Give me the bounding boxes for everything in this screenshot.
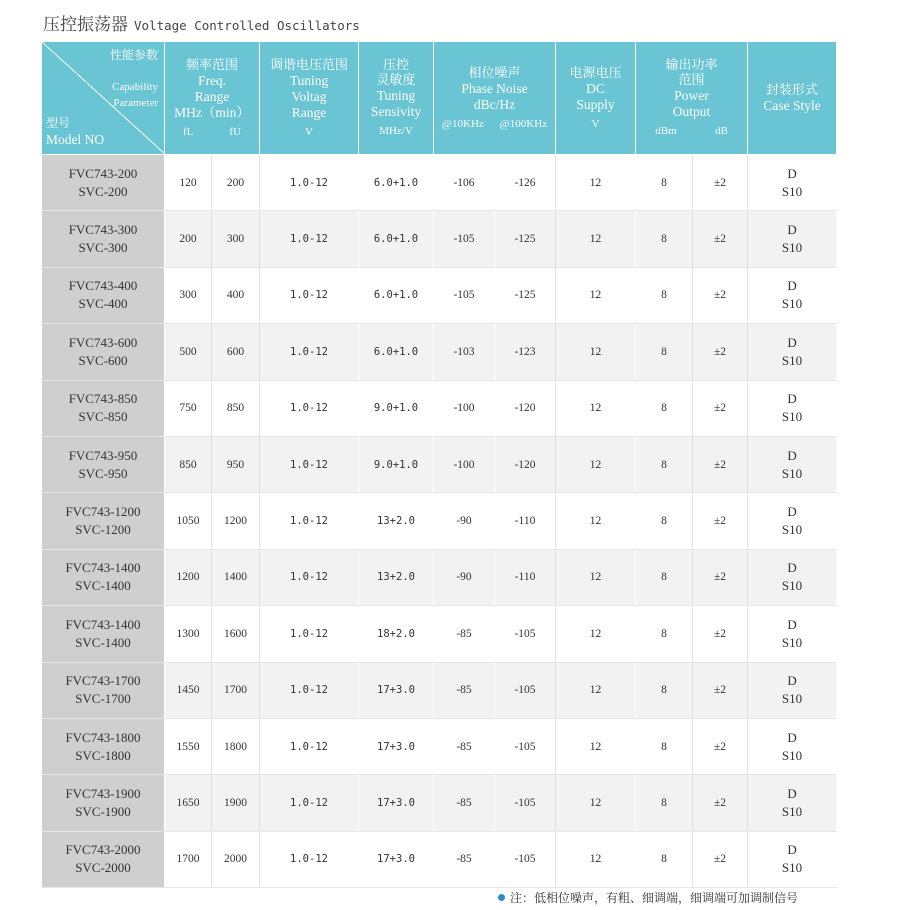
cell-pn100: -105 <box>495 831 556 887</box>
model-name-1: FVC743-1400 <box>65 616 141 632</box>
model-name-1: FVC743-1200 <box>65 504 141 520</box>
cell-pwr: 8 <box>636 380 693 436</box>
cell-fu: 300 <box>212 211 260 267</box>
cell-fu: 1800 <box>212 718 260 774</box>
case-cell <box>748 324 837 380</box>
cell-pn100: -120 <box>495 436 556 492</box>
case-line-2: S10 <box>781 522 803 538</box>
table-row <box>42 436 837 492</box>
cell-pn10: -85 <box>434 831 495 887</box>
header-power <box>636 42 748 155</box>
cell-flat: ±2 <box>693 211 748 267</box>
tuning-range-en-2: Voltag <box>291 88 327 104</box>
case-line-2: S10 <box>781 860 803 876</box>
model-name-2: SVC-1800 <box>75 747 131 763</box>
table-row <box>42 549 837 605</box>
footnote-text: 注：低相位噪声，有粗、细调端，细调端可加调制信号 <box>510 891 799 905</box>
supply-cn: 电源电压 <box>569 65 622 81</box>
header-tuning-range <box>260 42 359 155</box>
cell-vt: 1.0-12 <box>260 831 359 887</box>
table-row <box>42 211 837 267</box>
cell-flat: ±2 <box>693 380 748 436</box>
cell-flat: ±2 <box>693 606 748 662</box>
cell-sens: 13+2.0 <box>359 493 434 549</box>
case-cell <box>748 436 837 492</box>
table-row <box>42 324 837 380</box>
table-row <box>42 155 837 211</box>
case-cell <box>748 267 837 323</box>
sensitivity-cn-1: 压控 <box>382 58 409 73</box>
case-line-2: S10 <box>781 240 803 256</box>
cell-pn100: -110 <box>495 493 556 549</box>
cell-vdc: 12 <box>556 831 636 887</box>
model-cell <box>42 211 165 267</box>
title-cn: 压控振荡器 <box>43 15 128 35</box>
header-phase-noise <box>434 42 556 155</box>
cell-pn100: -126 <box>495 155 556 211</box>
cell-fu: 850 <box>212 380 260 436</box>
cell-fu: 950 <box>212 436 260 492</box>
cell-pn10: -90 <box>434 549 495 605</box>
table-row <box>42 662 837 718</box>
corner-model <box>46 115 104 148</box>
cell-flat: ±2 <box>693 831 748 887</box>
cell-vdc: 12 <box>556 155 636 211</box>
case-cn: 封装形式 <box>766 82 819 98</box>
phase-noise-en-2: dBc/Hz <box>473 96 516 112</box>
power-cn-2: 范围 <box>678 73 705 88</box>
cell-sens: 17+3.0 <box>359 662 434 718</box>
phase-noise-en-1: Phase Noise <box>461 80 528 96</box>
cell-pn100: -110 <box>495 549 556 605</box>
cell-fl: 1450 <box>165 662 212 718</box>
cell-flat: ±2 <box>693 493 748 549</box>
table-row <box>42 267 837 323</box>
model-cell <box>42 549 165 605</box>
model-name-1: FVC743-1700 <box>65 673 141 689</box>
cell-pwr: 8 <box>636 775 693 831</box>
case-cell <box>748 211 837 267</box>
freq-en-3: MHz（min） <box>174 104 250 120</box>
table-row <box>42 718 837 774</box>
model-name-2: SVC-850 <box>78 409 128 425</box>
cell-pn100: -105 <box>495 662 556 718</box>
cell-pwr: 8 <box>636 324 693 380</box>
header-row <box>42 42 837 155</box>
cell-vt: 1.0-12 <box>260 380 359 436</box>
tuning-range-en-3: Range <box>291 104 327 120</box>
cell-pwr: 8 <box>636 493 693 549</box>
cell-vt: 1.0-12 <box>260 436 359 492</box>
case-en: Case Style <box>763 97 821 113</box>
cell-pwr: 8 <box>636 211 693 267</box>
model-name-1: FVC743-2000 <box>65 842 141 858</box>
cell-pn10: -100 <box>434 436 495 492</box>
cell-sens: 6.0+1.0 <box>359 155 434 211</box>
case-line-2: S10 <box>781 803 803 819</box>
tuning-range-en-1: Tuning <box>289 72 329 88</box>
cell-pn10: -106 <box>434 155 495 211</box>
cell-pwr: 8 <box>636 831 693 887</box>
supply-unit: V <box>591 117 600 130</box>
case-line-1: D <box>787 222 797 238</box>
model-name-2: SVC-200 <box>78 183 128 199</box>
case-cell <box>748 775 837 831</box>
header-sensitivity <box>359 42 434 155</box>
model-cell <box>42 493 165 549</box>
cell-fl: 300 <box>165 267 212 323</box>
model-name-1: FVC743-200 <box>68 165 138 181</box>
cell-fl: 500 <box>165 324 212 380</box>
model-name-2: SVC-1700 <box>75 691 131 707</box>
phase-noise-cn: 相位噪声 <box>468 65 521 81</box>
case-cell <box>748 718 837 774</box>
case-cell <box>748 606 837 662</box>
model-cell <box>42 267 165 323</box>
model-name-2: SVC-2000 <box>75 860 131 876</box>
cell-pn10: -90 <box>434 493 495 549</box>
model-cell <box>42 380 165 436</box>
cell-fl: 1200 <box>165 549 212 605</box>
freq-unit-u: fU <box>229 125 241 138</box>
model-name-1: FVC743-600 <box>68 334 138 350</box>
cell-sens: 6.0+1.0 <box>359 211 434 267</box>
case-line-1: D <box>787 165 797 181</box>
cell-fu: 2000 <box>212 831 260 887</box>
cell-flat: ±2 <box>693 775 748 831</box>
model-name-2: SVC-950 <box>78 465 128 481</box>
model-name-1: FVC743-850 <box>68 391 138 407</box>
cell-fl: 1700 <box>165 831 212 887</box>
page-title <box>43 10 360 35</box>
phase-noise-unit-2: @100KHz <box>499 117 548 130</box>
power-en-1: Power <box>674 88 709 103</box>
corner-bottom-cn: 型号 <box>46 116 71 130</box>
table-row <box>42 380 837 436</box>
case-line-1: D <box>787 504 797 520</box>
model-name-1: FVC743-1400 <box>65 560 141 576</box>
cell-vdc: 12 <box>556 380 636 436</box>
table-row <box>42 775 837 831</box>
cell-sens: 17+3.0 <box>359 718 434 774</box>
cell-vt: 1.0-12 <box>260 549 359 605</box>
case-line-2: S10 <box>781 634 803 650</box>
supply-en-2: Supply <box>576 96 615 112</box>
supply-en-1: DC <box>586 80 605 96</box>
cell-pn10: -85 <box>434 775 495 831</box>
case-line-2: S10 <box>781 352 803 368</box>
model-name-2: SVC-1900 <box>75 803 131 819</box>
cell-pwr: 8 <box>636 267 693 323</box>
cell-vt: 1.0-12 <box>260 324 359 380</box>
cell-vt: 1.0-12 <box>260 155 359 211</box>
cell-fu: 1700 <box>212 662 260 718</box>
header-corner <box>42 42 165 155</box>
case-line-1: D <box>787 616 797 632</box>
cell-vdc: 12 <box>556 662 636 718</box>
cell-vdc: 12 <box>556 324 636 380</box>
cell-vdc: 12 <box>556 606 636 662</box>
cell-sens: 9.0+1.0 <box>359 436 434 492</box>
cell-fu: 1900 <box>212 775 260 831</box>
cell-flat: ±2 <box>693 549 748 605</box>
phase-noise-unit-1: @10KHz <box>441 117 484 130</box>
corner-top-en-1: Capability <box>112 81 158 93</box>
sensitivity-unit: MHz/V <box>379 125 413 137</box>
cell-flat: ±2 <box>693 718 748 774</box>
cell-sens: 17+3.0 <box>359 831 434 887</box>
case-line-2: S10 <box>781 465 803 481</box>
cell-fu: 1200 <box>212 493 260 549</box>
model-name-2: SVC-1400 <box>75 578 131 594</box>
case-cell <box>748 380 837 436</box>
table-row <box>42 831 837 887</box>
cell-pwr: 8 <box>636 549 693 605</box>
cell-fl: 1650 <box>165 775 212 831</box>
cell-pn100: -120 <box>495 380 556 436</box>
footnote <box>498 889 798 906</box>
corner-top-cn: 性能参数 <box>109 48 158 62</box>
case-line-1: D <box>787 278 797 294</box>
case-line-2: S10 <box>781 578 803 594</box>
cell-vdc: 12 <box>556 436 636 492</box>
case-line-1: D <box>787 842 797 858</box>
cell-vt: 1.0-12 <box>260 775 359 831</box>
bullet-dot-icon <box>498 894 505 901</box>
cell-vt: 1.0-12 <box>260 662 359 718</box>
cell-pn100: -105 <box>495 775 556 831</box>
case-line-2: S10 <box>781 691 803 707</box>
cell-pn100: -105 <box>495 606 556 662</box>
spec-table <box>41 41 837 888</box>
cell-flat: ±2 <box>693 436 748 492</box>
cell-pwr: 8 <box>636 436 693 492</box>
cell-pn100: -123 <box>495 324 556 380</box>
model-name-1: FVC743-1900 <box>65 785 141 801</box>
cell-fu: 200 <box>212 155 260 211</box>
model-name-1: FVC743-950 <box>68 447 138 463</box>
model-cell <box>42 662 165 718</box>
header-freq <box>165 42 260 155</box>
cell-vdc: 12 <box>556 211 636 267</box>
cell-fl: 1300 <box>165 606 212 662</box>
case-cell <box>748 549 837 605</box>
cell-pn10: -85 <box>434 662 495 718</box>
cell-pn100: -125 <box>495 211 556 267</box>
cell-pn10: -103 <box>434 324 495 380</box>
freq-en-1: Freq. <box>197 72 227 88</box>
cell-fl: 200 <box>165 211 212 267</box>
tuning-range-cn: 调谐电压范围 <box>269 57 348 73</box>
case-cell <box>748 831 837 887</box>
cell-flat: ±2 <box>693 324 748 380</box>
case-line-1: D <box>787 447 797 463</box>
model-cell <box>42 606 165 662</box>
cell-pn10: -105 <box>434 211 495 267</box>
table-row <box>42 493 837 549</box>
freq-unit-l: fL <box>183 125 194 138</box>
corner-capability <box>110 48 158 111</box>
cell-vdc: 12 <box>556 267 636 323</box>
cell-vt: 1.0-12 <box>260 267 359 323</box>
cell-fl: 750 <box>165 380 212 436</box>
table-row <box>42 606 837 662</box>
cell-pwr: 8 <box>636 662 693 718</box>
cell-fl: 120 <box>165 155 212 211</box>
cell-pwr: 8 <box>636 718 693 774</box>
power-unit-2: dB <box>714 125 728 137</box>
case-line-1: D <box>787 673 797 689</box>
case-line-1: D <box>787 560 797 576</box>
title-en: Voltage Controlled Oscillators <box>134 18 360 33</box>
cell-sens: 17+3.0 <box>359 775 434 831</box>
cell-fu: 400 <box>212 267 260 323</box>
model-cell <box>42 831 165 887</box>
model-cell <box>42 775 165 831</box>
model-name-2: SVC-1400 <box>75 634 131 650</box>
cell-vdc: 12 <box>556 775 636 831</box>
cell-fu: 1600 <box>212 606 260 662</box>
cell-sens: 18+2.0 <box>359 606 434 662</box>
freq-en-2: Range <box>194 88 230 104</box>
cell-vdc: 12 <box>556 549 636 605</box>
cell-vt: 1.0-12 <box>260 606 359 662</box>
model-name-2: SVC-600 <box>78 352 128 368</box>
model-name-2: SVC-1200 <box>75 522 131 538</box>
corner-top-en-2: Parameter <box>113 97 158 109</box>
model-cell <box>42 436 165 492</box>
power-unit-1: dBm <box>655 125 677 137</box>
header-case <box>748 42 837 155</box>
power-cn-1: 输出功率 <box>665 58 718 73</box>
cell-fl: 1550 <box>165 718 212 774</box>
cell-vt: 1.0-12 <box>260 211 359 267</box>
cell-fl: 1050 <box>165 493 212 549</box>
cell-fu: 600 <box>212 324 260 380</box>
cell-fu: 1400 <box>212 549 260 605</box>
cell-sens: 6.0+1.0 <box>359 267 434 323</box>
case-cell <box>748 155 837 211</box>
cell-pn10: -85 <box>434 606 495 662</box>
case-line-1: D <box>787 334 797 350</box>
case-line-1: D <box>787 391 797 407</box>
model-cell <box>42 155 165 211</box>
model-name-1: FVC743-400 <box>68 278 138 294</box>
cell-vdc: 12 <box>556 493 636 549</box>
sensitivity-en-2: Sensivity <box>370 104 422 119</box>
case-line-1: D <box>787 785 797 801</box>
model-cell <box>42 324 165 380</box>
cell-sens: 13+2.0 <box>359 549 434 605</box>
case-cell <box>748 493 837 549</box>
model-name-1: FVC743-1800 <box>65 729 141 745</box>
cell-vdc: 12 <box>556 718 636 774</box>
cell-flat: ±2 <box>693 155 748 211</box>
cell-vt: 1.0-12 <box>260 493 359 549</box>
cell-pwr: 8 <box>636 155 693 211</box>
cell-fl: 850 <box>165 436 212 492</box>
cell-pwr: 8 <box>636 606 693 662</box>
cell-vt: 1.0-12 <box>260 718 359 774</box>
sensitivity-cn-2: 灵敏度 <box>376 73 416 88</box>
sensitivity-en-1: Tuning <box>376 88 416 103</box>
case-line-1: D <box>787 729 797 745</box>
model-name-2: SVC-300 <box>78 240 128 256</box>
model-name-2: SVC-400 <box>78 296 128 312</box>
corner-bottom-en: Model NO <box>46 132 105 147</box>
power-en-2: Output <box>672 104 711 119</box>
cell-pn10: -105 <box>434 267 495 323</box>
freq-cn: 频率范围 <box>185 57 238 73</box>
cell-pn100: -125 <box>495 267 556 323</box>
case-line-2: S10 <box>781 409 803 425</box>
cell-pn10: -85 <box>434 718 495 774</box>
case-cell <box>748 662 837 718</box>
cell-sens: 6.0+1.0 <box>359 324 434 380</box>
cell-sens: 9.0+1.0 <box>359 380 434 436</box>
model-cell <box>42 718 165 774</box>
cell-pn100: -105 <box>495 718 556 774</box>
cell-flat: ±2 <box>693 267 748 323</box>
cell-flat: ±2 <box>693 662 748 718</box>
case-line-2: S10 <box>781 747 803 763</box>
model-name-1: FVC743-300 <box>68 222 138 238</box>
header-supply <box>556 42 636 155</box>
tuning-range-unit: V <box>305 125 313 138</box>
case-line-2: S10 <box>781 183 803 199</box>
cell-pn10: -100 <box>434 380 495 436</box>
case-line-2: S10 <box>781 296 803 312</box>
